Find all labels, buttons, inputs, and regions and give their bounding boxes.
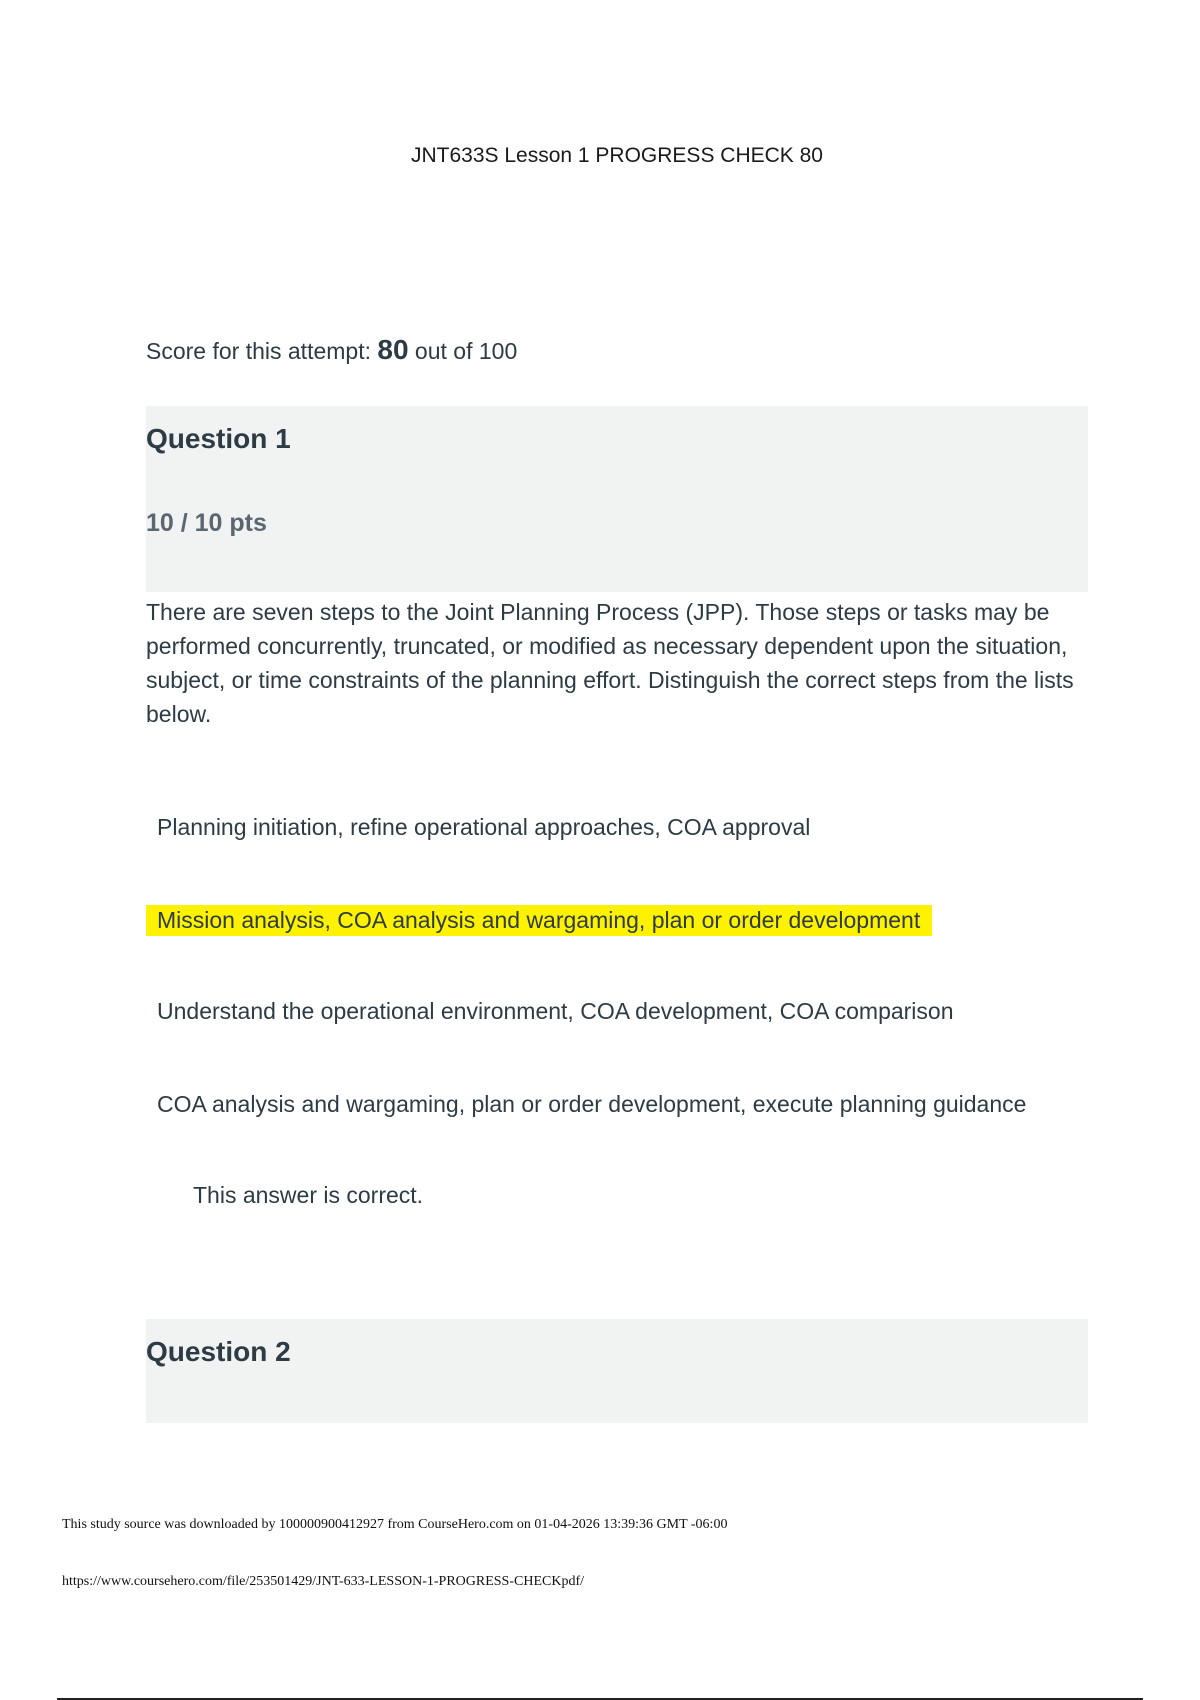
answer-option-1[interactable]: Planning initiation, refine operational approaches, COA approval bbox=[157, 814, 811, 840]
score-prefix: Score for this attempt: bbox=[146, 338, 378, 364]
answer-feedback: This answer is correct. bbox=[193, 1182, 424, 1208]
score-suffix: out of 100 bbox=[408, 338, 518, 364]
score-value: 80 bbox=[377, 334, 409, 365]
question-2-header bbox=[146, 1319, 1088, 1423]
document-title: JNT633S Lesson 1 PROGRESS CHECK 80 bbox=[410, 144, 823, 167]
question-1-title: Question 1 bbox=[146, 423, 291, 454]
question-1-text: There are seven steps to the Joint Planning Process (JPP). Those steps or tasks may be performed concurrently, truncated, or modified as necessary dependent upon the situation, subject, or time constraints of the planning effort. Distinguish the correct steps from the lists below. bbox=[146, 599, 1074, 727]
question-2-title: Question 2 bbox=[146, 1336, 291, 1367]
question-1-header bbox=[146, 406, 1088, 592]
answer-option-2-selected[interactable]: Mission analysis, COA analysis and wargaming, plan or order development bbox=[146, 905, 932, 936]
answer-option-4[interactable]: COA analysis and wargaming, plan or order development, execute planning guidance bbox=[157, 1091, 1027, 1117]
score-line bbox=[146, 334, 517, 366]
footer-url[interactable]: https://www.coursehero.com/file/253501429/JNT-633-LESSON-1-PROGRESS-CHECKpdf/ bbox=[62, 1574, 584, 1589]
footer-download-notice: This study source was downloaded by 100000900412927 from CourseHero.com on 01-04-2026 13:39:36 GMT -06:00 bbox=[62, 1517, 728, 1532]
answer-option-3[interactable]: Understand the operational environment, COA development, COA comparison bbox=[157, 998, 954, 1024]
question-1-points: 10 / 10 pts bbox=[146, 509, 267, 537]
